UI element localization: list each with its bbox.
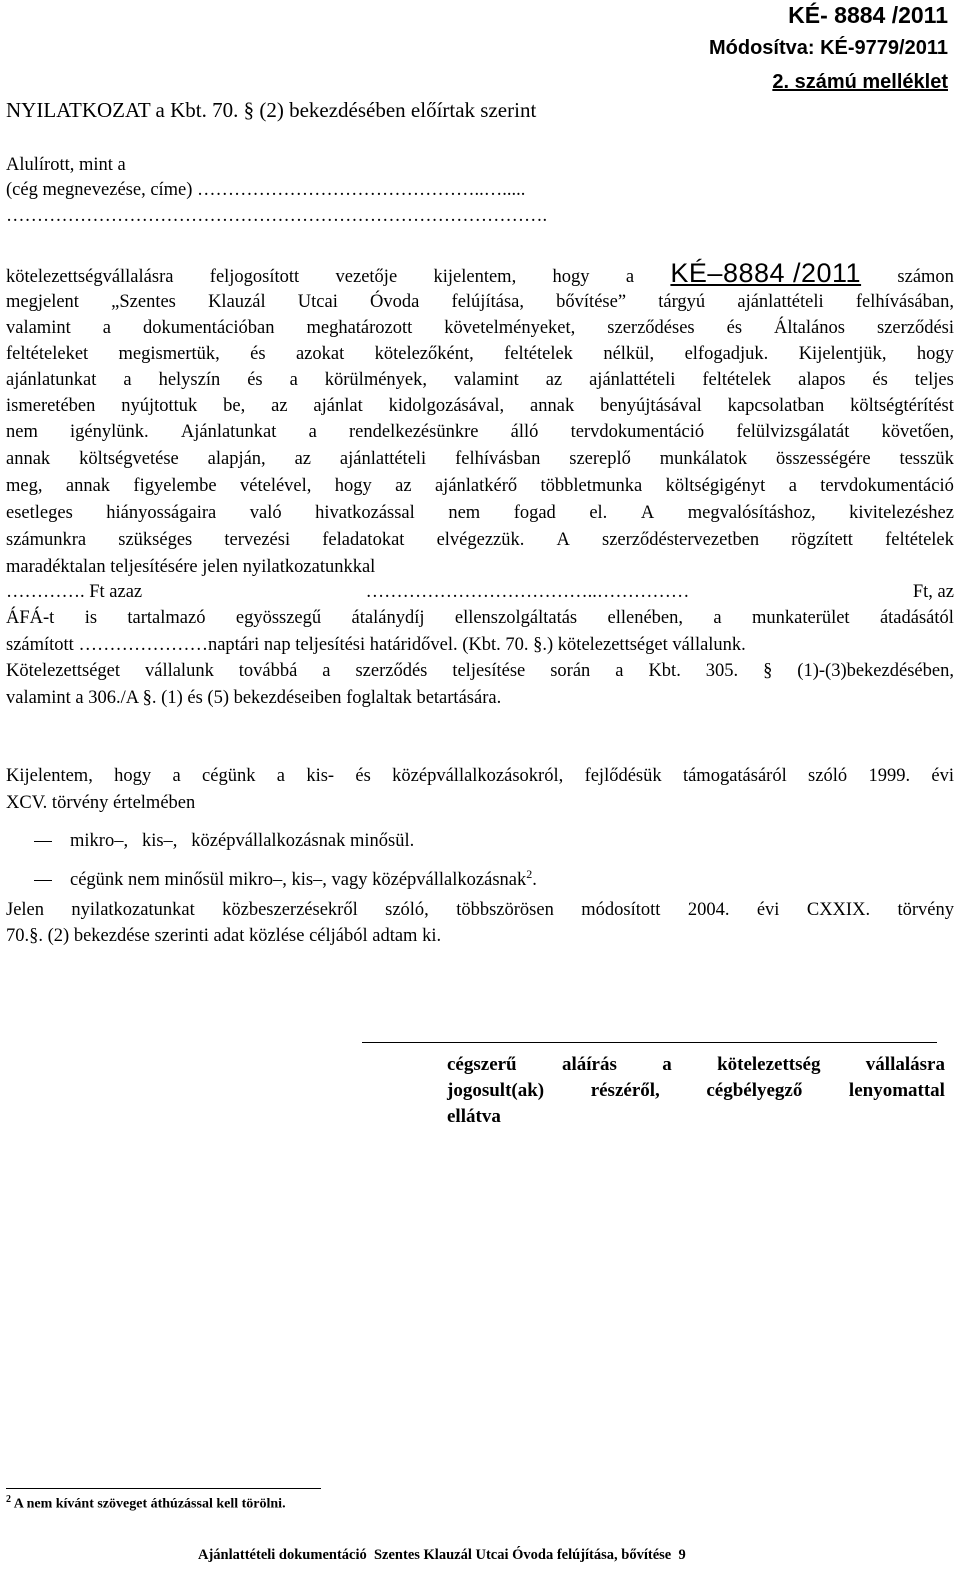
- word: kis-: [306, 766, 335, 786]
- word: feltételek: [885, 530, 954, 550]
- word: esetleges: [6, 503, 73, 523]
- word: hogy: [334, 476, 372, 496]
- word: és: [247, 370, 263, 390]
- footnote-divider: [6, 1488, 321, 1489]
- body-line-14: [6, 606, 954, 630]
- word: évi: [931, 766, 954, 786]
- word: nyújtottuk: [121, 396, 198, 416]
- word: a: [276, 766, 286, 786]
- word: törvény: [897, 900, 954, 920]
- word: többszörösen: [456, 900, 554, 920]
- word: CXXIX.: [806, 900, 871, 920]
- word: valamint: [453, 370, 519, 390]
- word: és: [726, 318, 743, 338]
- word: az: [395, 476, 412, 496]
- word: ellenében,: [607, 608, 683, 628]
- footnote-number: 2: [6, 1494, 11, 1505]
- word: valamint: [6, 318, 71, 338]
- sme-option-2: [34, 862, 960, 892]
- word: a: [322, 661, 331, 681]
- word: vételével,: [240, 476, 312, 496]
- word: átadásától: [879, 608, 954, 628]
- sme-line-1: [6, 764, 954, 788]
- word: feljogosított: [209, 267, 300, 287]
- intro-line-3: …………………………………………………………………………….: [6, 206, 548, 226]
- word: munkálatok: [659, 449, 748, 469]
- word: az: [545, 370, 563, 390]
- sme-option-1: [34, 829, 960, 853]
- word: a: [662, 1054, 672, 1075]
- word: alapos: [798, 370, 846, 390]
- word: nélkül,: [603, 344, 655, 364]
- sme-option-2-end: .: [532, 870, 537, 891]
- body-line-12: maradéktalan teljesítésére jelen nyilatkozatunkkal: [6, 557, 376, 577]
- word: szerződési: [876, 318, 954, 338]
- body-line-8: [6, 447, 954, 471]
- word: számunkra: [6, 530, 87, 550]
- word: KÉ–8884 /2011: [670, 258, 862, 288]
- word: hogy: [916, 344, 954, 364]
- word: megismertük,: [118, 344, 220, 364]
- body-line-6: [6, 394, 954, 418]
- word: ÁFÁ-t: [6, 608, 55, 628]
- word: igénylünk.: [70, 422, 149, 442]
- word: költségigényt: [665, 476, 766, 496]
- word: figyelembe: [133, 476, 217, 496]
- word: kötelezőként,: [374, 344, 474, 364]
- word: felhívásában,: [855, 292, 954, 312]
- word: Kijelentem,: [6, 766, 93, 786]
- word: dokumentációban: [142, 318, 275, 338]
- word: támogatásáról: [682, 766, 787, 786]
- word: kapcsolatban: [727, 396, 825, 416]
- word: szerződés: [355, 661, 428, 681]
- modification-reference-text: Módosítva: KÉ-9779/2011: [709, 37, 948, 59]
- sme-option-2-text: cégünk nem minősül mikro–, kis–, vagy középvállalkozásnak: [70, 870, 527, 891]
- word: munkaterület: [751, 608, 850, 628]
- word: Klauzál: [208, 292, 266, 312]
- word: a: [123, 370, 132, 390]
- word: hivatkozással: [315, 503, 415, 523]
- word: kötelezettség: [717, 1054, 821, 1075]
- word: tárgyú: [658, 292, 706, 312]
- word: az: [294, 449, 312, 469]
- signature-caption-line-1: [447, 1052, 945, 1078]
- word: ajánlat: [313, 396, 363, 416]
- modification-reference: [448, 37, 948, 60]
- word: a: [788, 476, 797, 496]
- word: tervezési: [224, 530, 291, 550]
- word: középvállalkozásokról,: [392, 766, 564, 786]
- word: nem: [6, 422, 38, 442]
- word: 2004.: [687, 900, 730, 920]
- body-line-2: [6, 290, 954, 314]
- word: azokat: [295, 344, 345, 364]
- word: aláírás: [561, 1054, 617, 1075]
- body-line-3: [6, 316, 954, 340]
- word: az: [271, 396, 288, 416]
- page-footer: Ajánlattételi dokumentáció Szentes Klauzál Utcai Óvoda felújítása, bővítése 9: [198, 1547, 686, 1563]
- word: részéről,: [590, 1080, 660, 1101]
- word: Jelen: [6, 900, 45, 920]
- sme-option-1-text: mikro–, kis–, középvállalkozásnak minősül.: [70, 831, 415, 851]
- word: hogy: [114, 766, 152, 786]
- word: évi: [756, 900, 780, 920]
- word: számon: [897, 267, 954, 287]
- word: A: [640, 503, 655, 523]
- word: Kijelentjük,: [798, 344, 887, 364]
- body-line-11: [6, 528, 954, 552]
- word: követően,: [881, 422, 954, 442]
- word: 1999.: [868, 766, 911, 786]
- annex-label: 2. számú melléklet: [772, 71, 948, 93]
- word: kidolgozásával,: [388, 396, 505, 416]
- word: kivitelezéshez: [849, 503, 954, 523]
- sme-line-2: XCV. törvény értelmében: [6, 793, 196, 813]
- footnote: [6, 1494, 286, 1513]
- reference-number: KÉ- 8884 /2011: [788, 2, 948, 28]
- word: feladatokat: [322, 530, 405, 550]
- word: többletmunka: [540, 476, 643, 496]
- word: is: [84, 608, 98, 628]
- word: teljes: [914, 370, 954, 390]
- word: …………. Ft azaz: [6, 582, 143, 602]
- word: tartalmazó: [127, 608, 206, 628]
- word: a: [625, 267, 635, 287]
- word: Általános: [774, 318, 845, 338]
- signature-caption-line-2: [447, 1078, 945, 1104]
- word: (1)-(3)bekezdésében,: [797, 661, 954, 681]
- word: Kbt.: [648, 661, 681, 681]
- word: szóló,: [385, 900, 429, 920]
- word: nyilatkozatunkat: [71, 900, 195, 920]
- word: ajánlattételi: [737, 292, 824, 312]
- word: Kötelezettséget: [6, 661, 121, 681]
- word: feltételeket: [6, 344, 89, 364]
- word: annak: [530, 396, 575, 416]
- word: bővítése”: [556, 292, 627, 312]
- word: felhívásban: [455, 449, 541, 469]
- body-line-17: valamint a 306./A §. (1) és (5) bekezdéseiben foglaltak betartására.: [6, 688, 502, 708]
- body-line-1: [6, 258, 954, 292]
- word: §: [763, 661, 773, 681]
- dash-bullet-icon: [34, 880, 52, 881]
- body-line-16: [6, 659, 954, 683]
- body-line-15: számított …………………naptári nap teljesítési határidővel. (Kbt. 70. §.) kötelezettséget vállalunk.: [6, 635, 746, 655]
- word: tervdokumentáció: [570, 422, 705, 442]
- word: szereplő: [569, 449, 631, 469]
- word: feltételek: [504, 344, 573, 364]
- body-line-9: [6, 474, 954, 498]
- word: ismeretében: [6, 396, 96, 416]
- word: A: [556, 530, 570, 550]
- word: a: [308, 422, 317, 442]
- word: felülvizsgálatát: [736, 422, 850, 442]
- word: és: [872, 370, 888, 390]
- body-line-5: [6, 368, 954, 392]
- word: megjelent: [6, 292, 79, 312]
- word: meg,: [6, 476, 43, 496]
- word: követelményeket,: [444, 318, 576, 338]
- footnote-text: A nem kívánt szöveget áthúzással kell törölni.: [13, 1496, 286, 1512]
- word: a: [102, 318, 111, 338]
- word: fogad: [513, 503, 556, 523]
- word: 305.: [705, 661, 739, 681]
- word: Ajánlatunkat: [180, 422, 277, 442]
- word: módosított: [581, 900, 661, 920]
- word: összességére: [776, 449, 871, 469]
- word: egyösszegű: [235, 608, 322, 628]
- word: átalánydíj: [351, 608, 425, 628]
- word: annak: [65, 476, 111, 496]
- word: ellenszolgáltatás: [454, 608, 578, 628]
- word: és: [250, 344, 266, 364]
- word: szóló: [808, 766, 848, 786]
- word: elfogadjuk.: [684, 344, 769, 364]
- word: cégszerű: [447, 1054, 517, 1075]
- intro-line-2: (cég megnevezése, címe) ………………………………………..….....: [6, 180, 526, 200]
- footnote-reference: 2: [526, 867, 533, 881]
- word: rögzített: [791, 530, 853, 550]
- word: meghatározott: [306, 318, 413, 338]
- word: felújítása,: [451, 292, 524, 312]
- word: lenyomattal: [848, 1080, 945, 1101]
- word: ………………………………..……………: [365, 582, 690, 602]
- word: továbbá: [238, 661, 298, 681]
- intro-line-1: Alulírott, mint a: [6, 155, 126, 175]
- word: rendelkezésünkre: [349, 422, 479, 442]
- word: helyszín: [158, 370, 221, 390]
- word: cégbélyegző: [706, 1080, 803, 1101]
- word: körülmények,: [324, 370, 428, 390]
- signature-line: [362, 1042, 937, 1043]
- word: ajánlattételi: [339, 449, 427, 469]
- word: Óvoda: [370, 292, 420, 312]
- page-title: NYILATKOZAT a Kbt. 70. § (2) bekezdésében előírtak szerint: [6, 98, 537, 122]
- word: vállalunk: [144, 661, 214, 681]
- closing-line-1: [6, 898, 954, 922]
- word: vállalásra: [865, 1054, 945, 1075]
- body-line-10: [6, 501, 954, 525]
- word: Utcai: [297, 292, 338, 312]
- word: ajánlatkérő: [434, 476, 518, 496]
- word: cégünk: [202, 766, 256, 786]
- word: szerződéstervezetben: [602, 530, 760, 550]
- word: teljesítése: [452, 661, 526, 681]
- word: megvalósításhoz,: [687, 503, 816, 523]
- word: be,: [223, 396, 246, 416]
- body-line-4: [6, 342, 954, 366]
- word: és: [355, 766, 371, 786]
- word: során: [550, 661, 591, 681]
- word: szükséges: [118, 530, 193, 550]
- word: a: [289, 370, 298, 390]
- word: feltételek: [702, 370, 772, 390]
- word: közbeszerzésekről: [222, 900, 358, 920]
- word: kijelentem,: [433, 267, 517, 287]
- body-line-7: [6, 420, 954, 444]
- word: fejlődésük: [584, 766, 662, 786]
- word: benyújtásával: [600, 396, 702, 416]
- closing-line-2: 70.§. (2) bekezdése szerinti adat közlése céljából adtam ki.: [6, 926, 442, 946]
- word: hogy: [552, 267, 590, 287]
- word: nem: [448, 503, 481, 523]
- word: a: [713, 608, 722, 628]
- dash-bullet-icon: [34, 841, 52, 842]
- word: költségvetése: [79, 449, 179, 469]
- word: Ft, az: [912, 582, 954, 602]
- word: „Szentes: [111, 292, 176, 312]
- word: tervdokumentáció: [820, 476, 954, 496]
- word: a: [615, 661, 624, 681]
- word: elvégezzük.: [436, 530, 525, 550]
- word: való: [249, 503, 282, 523]
- signature-caption-line-3: ellátva: [447, 1106, 501, 1127]
- word: alapján,: [207, 449, 266, 469]
- word: annak: [6, 449, 51, 469]
- word: álló: [510, 422, 539, 442]
- word: vezetője: [335, 267, 398, 287]
- word: jogosult(ak): [447, 1080, 545, 1101]
- word: ajánlattételi: [589, 370, 676, 390]
- word: hiányosságaira: [106, 503, 217, 523]
- body-line-13: [6, 580, 954, 604]
- word: költségtérítést: [850, 396, 954, 416]
- word: tesszük: [899, 449, 954, 469]
- word: a: [172, 766, 181, 786]
- word: el.: [589, 503, 608, 523]
- word: szerződéses: [607, 318, 695, 338]
- word: kötelezettségvállalásra: [6, 267, 174, 287]
- word: ajánlatunkat: [6, 370, 97, 390]
